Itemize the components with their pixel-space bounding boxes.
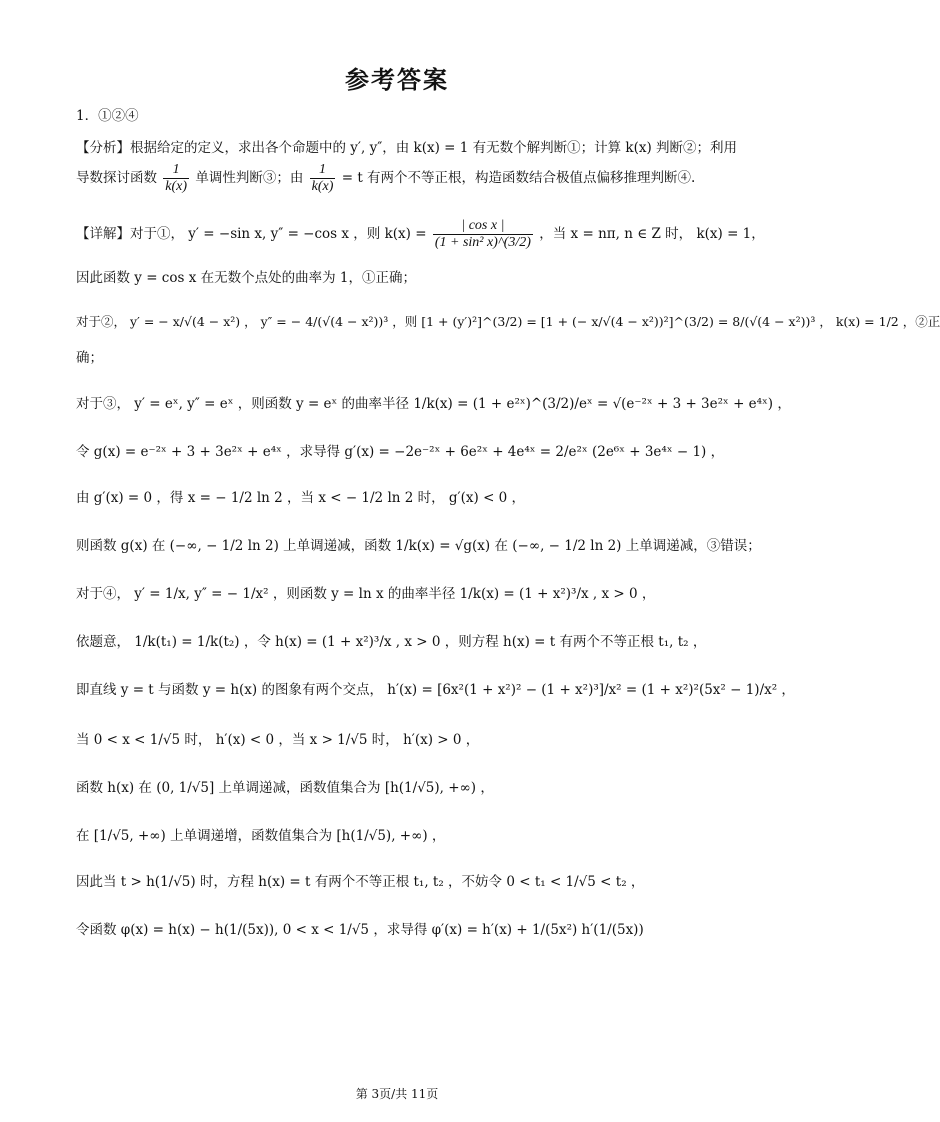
detail-line-1 [76, 218, 765, 258]
detail-line-2: 因此函数 y = cos x 在无数个点处的曲率为 1，①正确； [76, 270, 417, 286]
question-number: 1．①②④ [76, 108, 139, 124]
text-segment: 导数探讨函数 [76, 170, 157, 186]
text-segment: ，当 x = nπ, n ∈ Z 时， k(x) = 1， [539, 226, 765, 242]
detail-line-11: 即直线 y = t 与函数 y = h(x) 的图象有两个交点， h′(x) = [6x²(1 + x²)² − (1 + x²)³]/x² = (1 + x²)²(5x² − 1)/x² ， [76, 682, 795, 698]
fraction-denominator: k(x) [311, 179, 334, 194]
detail-line-3: 对于②， y′ = − x/√(4 − x²) ， y″ = − 4/(√(4 − x²))³ ，则 [1 + (y′)²]^(3/2) = [1 + (− x/√(4 − x²))²]^(3/2) = 8/(√(4 − x²))³ ， k(x) = 1/2 ，②正 [76, 314, 940, 329]
detail-line-9: 对于④， y′ = 1/x, y″ = − 1/x² ，则函数 y = ln x 的曲率半径 1/k(x) = (1 + x²)³/x , x > 0 ， [76, 586, 656, 602]
text-segment: = t 有两个不等正根，构造函数结合极值点偏移推理判断④. [341, 170, 696, 186]
fraction-numerator: | cos x | [433, 218, 533, 235]
fraction-denominator: (1 + sin² x)^(3/2) [434, 235, 531, 250]
analysis-line-1: 【分析】根据给定的定义，求出各个命题中的 y′, y″，由 k(x) = 1 有无数个解判断①；计算 k(x) 判断②；利用 [76, 140, 738, 156]
fraction-numerator: 1 [163, 162, 189, 179]
page-footer: 第 3页/共 11页 [355, 1087, 439, 1101]
page-title: 参考答案 [345, 66, 449, 94]
detail-line-7: 由 g′(x) = 0 ，得 x = − 1/2 ln 2 ，当 x < − 1/2 ln 2 时， g′(x) < 0 ， [76, 490, 526, 506]
detail-line-5: 对于③， y′ = eˣ, y″ = eˣ ，则函数 y = eˣ 的曲率半径 1/k(x) = (1 + e²ˣ)^(3/2)/eˣ = √(e⁻²ˣ + 3 + 3e²ˣ + e⁴ˣ) ， [76, 396, 791, 412]
fraction [310, 162, 336, 195]
fraction-denominator: k(x) [165, 179, 188, 194]
detail-line-13: 函数 h(x) 在 (0, 1/√5] 上单调递减，函数值集合为 [h(1/√5), +∞) ， [76, 780, 494, 796]
detail-line-4: 确； [76, 350, 103, 366]
detail-line-15: 因此当 t > h(1/√5) 时，方程 h(x) = t 有两个不等正根 t₁, t₂ ，不妨令 0 < t₁ < 1/√5 < t₂ ， [76, 874, 645, 890]
detail-line-12: 当 0 < x < 1/√5 时， h′(x) < 0 ，当 x > 1/√5 时， h′(x) > 0 ， [76, 732, 480, 748]
fraction [433, 218, 533, 251]
detail-line-14: 在 [1/√5, +∞) 上单调递增，函数值集合为 [h(1/√5), +∞) ， [76, 828, 446, 844]
detail-line-16: 令函数 φ(x) = h(x) − h(1/(5x)), 0 < x < 1/√5 ，求导得 φ′(x) = h′(x) + 1/(5x²) h′(1/(5x)) [76, 922, 644, 938]
fraction-numerator: 1 [310, 162, 336, 179]
detail-line-10: 依题意， 1/k(t₁) = 1/k(t₂) ，令 h(x) = (1 + x²)³/x , x > 0 ，则方程 h(x) = t 有两个不等正根 t₁, t₂ ， [76, 634, 707, 650]
text-segment: 【详解】对于①， y′ = −sin x, y″ = −cos x ，则 k(x) = [76, 226, 427, 242]
fraction [163, 162, 189, 195]
detail-line-8: 则函数 g(x) 在 (−∞, − 1/2 ln 2) 上单调递减，函数 1/k(x) = √g(x) 在 (−∞, − 1/2 ln 2) 上单调递减，③错误； [76, 538, 761, 554]
analysis-line-2 [76, 162, 726, 202]
detail-line-6: 令 g(x) = e⁻²ˣ + 3 + 3e²ˣ + e⁴ˣ ，求导得 g′(x) = −2e⁻²ˣ + 6e²ˣ + 4e⁴ˣ = 2/e²ˣ (2e⁶ˣ + 3e⁴ˣ − 1) ， [76, 444, 725, 460]
text-segment: 单调性判断③；由 [195, 170, 304, 186]
